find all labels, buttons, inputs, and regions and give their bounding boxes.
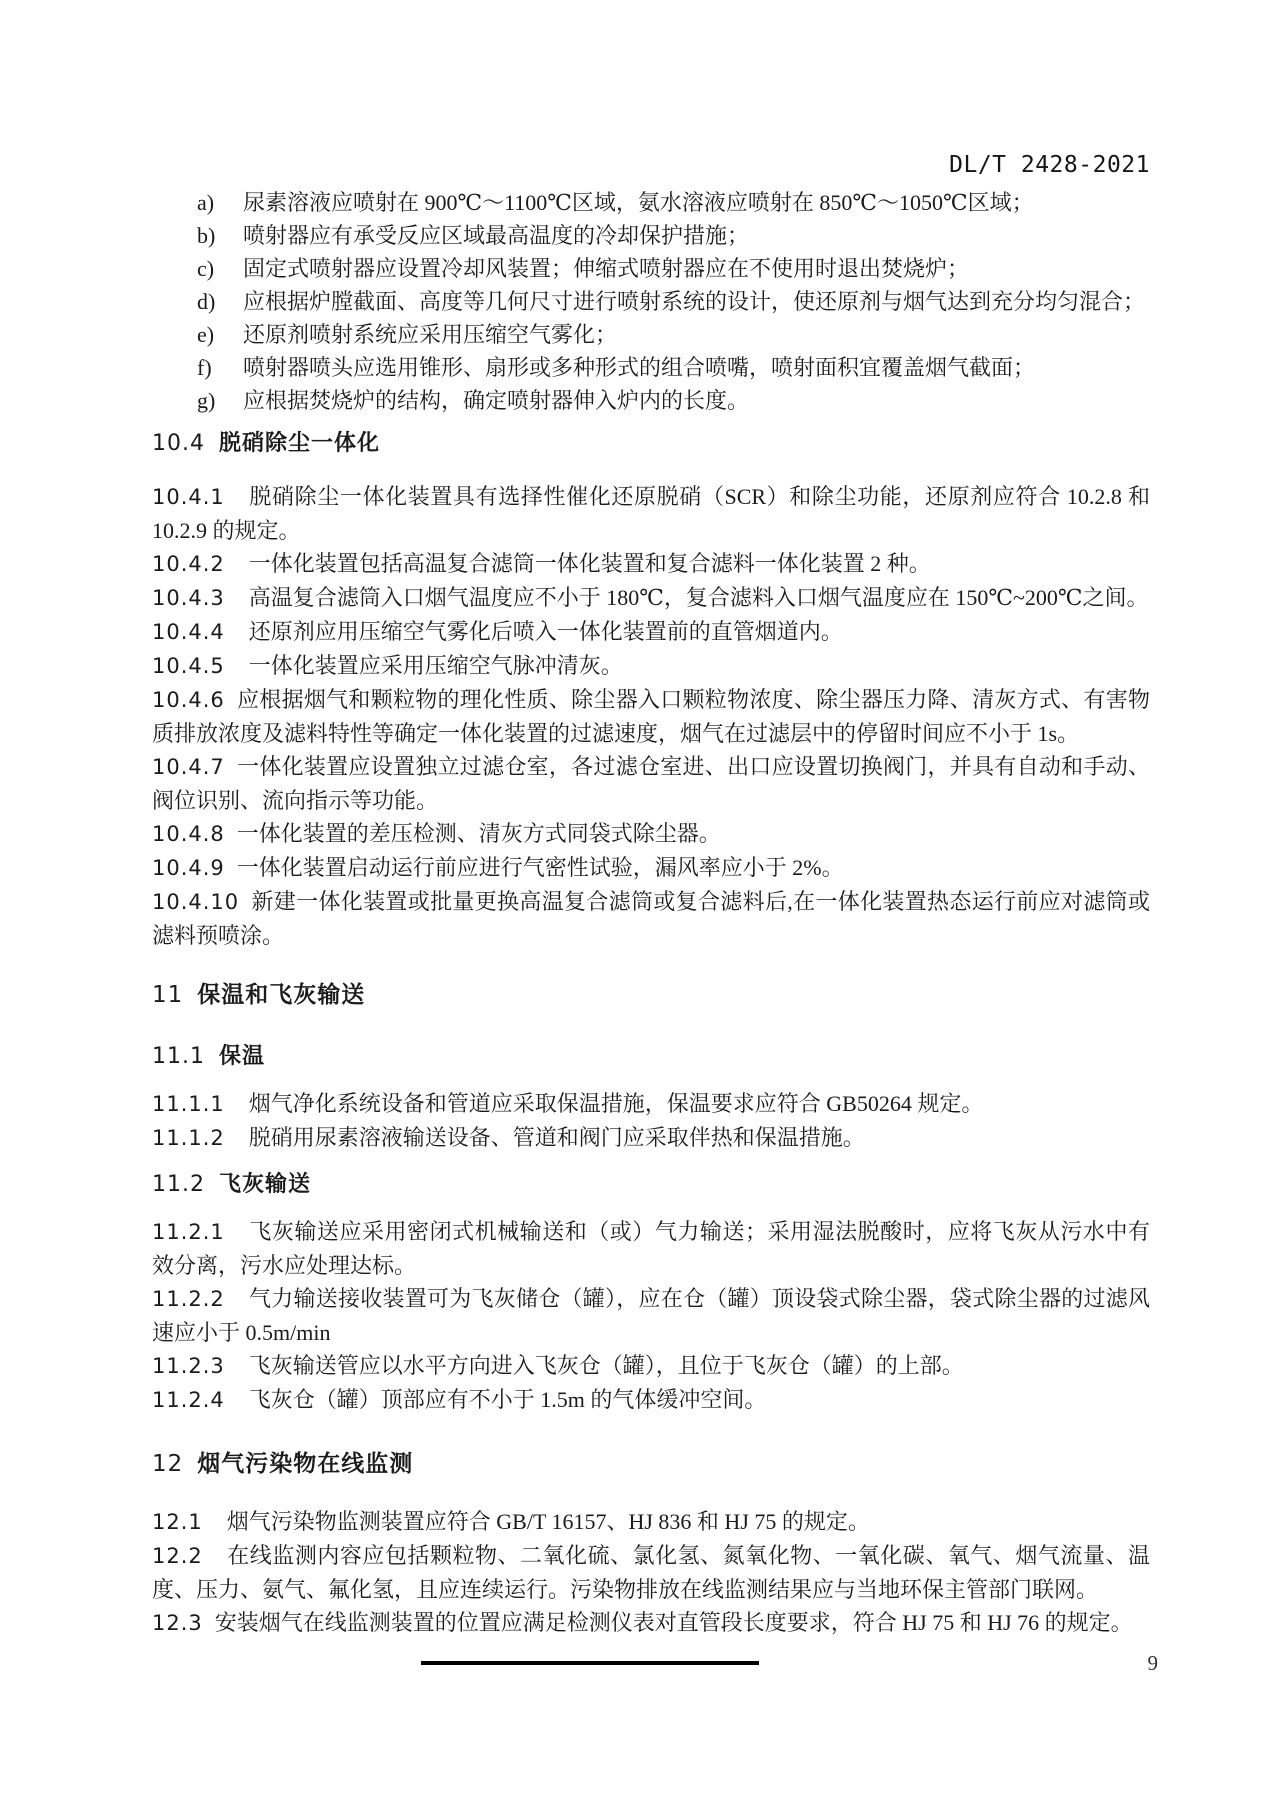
list-item [152,318,1150,351]
page-number: 9 [1147,1651,1158,1675]
list-item-label: d) [197,289,216,314]
list-item [152,285,1150,318]
list-item [152,252,1150,285]
list-item [152,384,1150,417]
clause-text: 飞灰输送管应以水平方向进入飞灰仓（罐），且位于飞灰仓（罐）的上部。 [248,1353,964,1378]
clause-text: 一体化装置应设置独立过滤仓室，各过滤仓室进、出口应设置切换阀门，并具有自动和手动、阀位识别、流向指示等功能。 [152,754,1150,813]
chapter-heading-11 [152,978,1150,1012]
clause-number: 11.1.1 [152,1092,225,1116]
clause-text: 安装烟气在线监测装置的位置应满足检测仪表对直管段长度要求，符合 HJ 75 和 HJ 76 的规定。 [214,1610,1133,1635]
clause-number: 10.4.2 [152,552,225,576]
list-item-text: 应根据焚烧炉的结构，确定喷射器伸入炉内的长度。 [243,388,750,413]
clause-number: 10.4.1 [152,485,225,509]
clause-number: 12.1 [152,1510,203,1534]
list-item-label: a) [197,190,215,215]
clause-number: 10.4.10 [152,890,240,914]
list-item-label: g) [197,388,216,413]
list-item-text: 尿素溶液应喷射在 900℃～1100℃区域，氨水溶液应喷射在 850℃～1050℃区域； [243,190,1034,215]
list-item-label: f) [197,355,212,380]
clause-text: 脱硝用尿素溶液输送设备、管道和阀门应采取伴热和保温措施。 [248,1125,865,1150]
clause-10-4-2 [152,547,1150,581]
standard-code: DL/T 2428-2021 [949,152,1150,178]
clause-text: 一体化装置应采用压缩空气脉冲清灰。 [248,653,623,678]
clause-11-1-2 [152,1121,1150,1155]
list-item-text: 固定式喷射器应设置冷却风装置；伸缩式喷射器应在不使用时退出焚烧炉； [243,256,970,281]
list-item-text: 喷射器应有承受反应区域最高温度的冷却保护措施； [243,223,750,248]
section-heading-11-2 [152,1167,1150,1201]
section-title: 保温 [218,1043,265,1068]
clause-text: 一体化装置包括高温复合滤筒一体化装置和复合滤料一体化装置 2 种。 [248,551,931,576]
list-item-label: e) [197,322,215,347]
clause-text: 在线监测内容应包括颗粒物、二氧化硫、氯化氢、氮氧化物、一氧化碳、氧气、烟气流量、温度、压力、氨气、氟化氢，且应连续运行。污染物排放在线监测结果应与当地环保主管部门联网。 [152,1543,1150,1602]
clause-number: 11.2.2 [152,1287,225,1311]
clause-number: 11.2.3 [152,1354,225,1378]
chapter-heading-12 [152,1447,1150,1481]
clause-number: 10.4.6 [152,688,225,712]
list-item-label: b) [197,223,216,248]
chapter-title: 烟气污染物在线监测 [197,1450,414,1476]
page-content [152,186,1150,1665]
clause-text: 新建一体化装置或批量更换高温复合滤筒或复合滤料后,在一体化装置热态运行前应对滤筒或滤料预喷涂。 [152,889,1150,948]
clause-number: 10.4.3 [152,586,225,610]
clause-number: 12.2 [152,1544,203,1568]
clause-11-2-3 [152,1349,1150,1383]
clause-12-2 [152,1539,1150,1606]
clause-10-4-10 [152,885,1150,952]
clause-number: 10.4.5 [152,654,225,678]
clause-number: 10.4.4 [152,620,225,644]
list-item [152,219,1150,252]
section-heading-11-1 [152,1039,1150,1073]
clause-text: 烟气净化系统设备和管道应采取保温措施，保温要求应符合 GB50264 规定。 [248,1091,984,1116]
clause-10-4-5 [152,649,1150,683]
clause-text: 还原剂应用压缩空气雾化后喷入一体化装置前的直管烟道内。 [248,619,843,644]
clause-number: 10.4.8 [152,822,225,846]
clause-text: 烟气污染物监测装置应符合 GB/T 16157、HJ 836 和 HJ 75 的规定。 [226,1509,870,1534]
clause-10-4-1 [152,480,1150,547]
chapter-number: 12 [152,1451,184,1477]
clause-11-2-1 [152,1215,1150,1282]
clause-number: 10.4.9 [152,856,225,880]
chapter-number: 11 [152,982,184,1008]
chapter-title: 保温和飞灰输送 [197,981,366,1007]
clause-10-4-8 [152,817,1150,851]
clause-number: 11.1.2 [152,1126,225,1150]
list-item [152,351,1150,384]
section-heading-10-4 [152,426,1150,460]
clause-10-4-6 [152,683,1150,750]
clause-11-2-2 [152,1282,1150,1349]
footer-separator-line [421,1661,759,1665]
clause-number: 10.4.7 [152,755,225,779]
clause-text: 应根据烟气和颗粒物的理化性质、除尘器入口颗粒物浓度、除尘器压力降、清灰方式、有害物质排放浓度及滤料特性等确定一体化装置的过滤速度，烟气在过滤层中的停留时间应不小于 1s。 [152,687,1150,746]
clause-11-1-1 [152,1087,1150,1121]
list-item [152,186,1150,219]
list-item-text: 还原剂喷射系统应采用压缩空气雾化； [243,322,618,347]
clause-10-4-4 [152,615,1150,649]
section-number: 10.4 [152,431,205,456]
clause-text: 飞灰仓（罐）顶部应有不小于 1.5m 的气体缓冲空间。 [248,1387,767,1412]
section-number: 11.2 [152,1172,205,1197]
clause-10-4-9 [152,851,1150,885]
clause-11-2-4 [152,1383,1150,1417]
clause-text: 气力输送接收装置可为飞灰储仓（罐），应在仓（罐）顶设袋式除尘器，袋式除尘器的过滤风速应小于 0.5m/min [152,1286,1150,1345]
clause-10-4-7 [152,750,1150,817]
clause-12-1 [152,1505,1150,1539]
list-item-label: c) [197,256,215,281]
section-title: 脱硝除尘一体化 [218,430,380,455]
clause-text: 一体化装置的差压检测、清灰方式同袋式除尘器。 [236,821,721,846]
clause-text: 飞灰输送应采用密闭式机械输送和（或）气力输送；采用湿法脱酸时，应将飞灰从污水中有效分离，污水应处理达标。 [152,1219,1150,1278]
list-item-text: 喷射器喷头应选用锥形、扇形或多种形式的组合喷嘴，喷射面积宜覆盖烟气截面； [243,355,1036,380]
list-item-text: 应根据炉膛截面、高度等几何尺寸进行喷射系统的设计，使还原剂与烟气达到充分均匀混合； [243,289,1146,314]
clause-10-4-3 [152,581,1150,615]
clause-list [152,186,1150,417]
clause-text: 脱硝除尘一体化装置具有选择性催化还原脱硝（SCR）和除尘功能，还原剂应符合 10.2.8 和 10.2.9 的规定。 [152,484,1150,543]
section-title: 飞灰输送 [218,1171,311,1196]
section-number: 11.1 [152,1044,205,1069]
clause-text: 一体化装置启动运行前应进行气密性试验，漏风率应小于 2%。 [236,855,844,880]
clause-12-3 [152,1606,1150,1640]
clause-text: 高温复合滤筒入口烟气温度应不小于 180℃，复合滤料入口烟气温度应在 150℃~200℃之间。 [248,585,1149,610]
clause-number: 12.3 [152,1611,203,1635]
clause-number: 11.2.4 [152,1388,225,1412]
clause-number: 11.2.1 [152,1220,225,1244]
